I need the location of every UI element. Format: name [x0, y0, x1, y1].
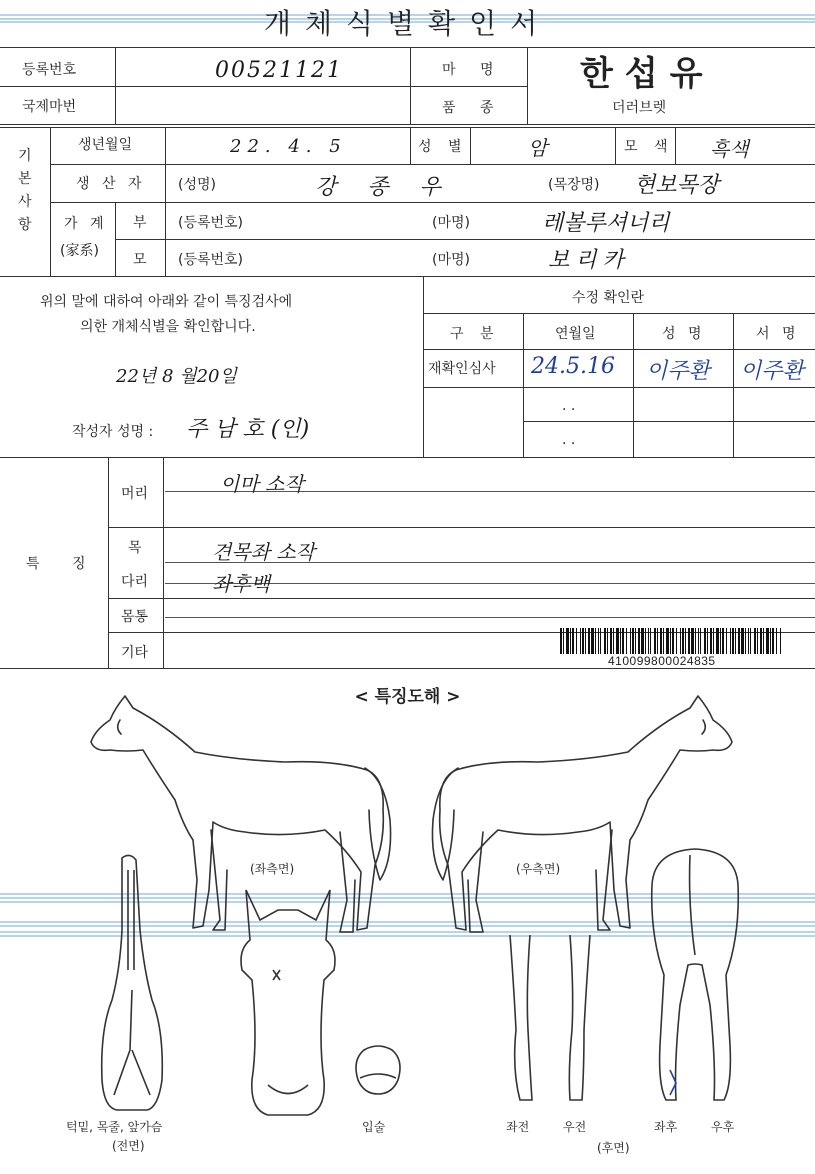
author-value: 주 남 호 (인)	[186, 417, 310, 442]
body-label: 몸통	[121, 609, 149, 625]
author-label: 작성자 성명 :	[72, 424, 154, 440]
front-label: (전면)	[112, 1139, 145, 1153]
rear-label: (후면)	[597, 1141, 630, 1155]
revision-header-sign: 서 명	[756, 326, 800, 342]
front-neck-drawing	[92, 850, 172, 1115]
intl-no-label: 국제마번	[22, 99, 77, 115]
revision-title: 수정 확인란	[572, 290, 645, 306]
revision-row-sign: 이주환	[740, 359, 804, 384]
lineage-hanja: (家系)	[60, 243, 99, 259]
revision-row-date-3: . .	[562, 432, 576, 448]
sex-value: 암	[528, 136, 548, 160]
reg-no-value: 00521121	[215, 58, 343, 83]
lips-caption: 입술	[362, 1120, 386, 1134]
front-caption: 턱밑, 목줄, 앞가슴	[66, 1120, 163, 1134]
lips-drawing	[348, 1040, 408, 1100]
dam-label: 모	[133, 252, 147, 268]
horse-name-label: 마 명	[442, 62, 504, 78]
left-hind-caption: 좌후	[654, 1120, 678, 1134]
producer-name-paren: (성명)	[178, 177, 216, 193]
horse-name-value: 한섭유	[580, 54, 715, 94]
neck-label: 목	[128, 540, 142, 556]
left-front-caption: 좌전	[506, 1120, 530, 1134]
statement-line-2: 의한 개체식별을 확인합니다.	[80, 319, 256, 335]
page-title: 개체식별확인서	[263, 7, 552, 40]
right-hind-caption: 우후	[711, 1120, 735, 1134]
revision-row-type: 재확인심사	[428, 361, 496, 377]
sire-reg-paren: (등록번호)	[178, 215, 244, 231]
diagram-title: < 특징도해 >	[354, 687, 461, 707]
farm-value: 현보목장	[634, 173, 720, 198]
dam-value: 보리카	[548, 248, 630, 273]
lineage-label: 가 계	[64, 216, 108, 232]
sire-name-paren: (마명)	[432, 215, 470, 231]
barcode	[560, 628, 785, 654]
features-section-label: 특 징	[26, 556, 100, 572]
color-value: 흑색	[710, 137, 749, 161]
right-front-caption: 우전	[563, 1120, 587, 1134]
right-side-caption: (우측면)	[516, 862, 561, 876]
legs-label: 다리	[121, 574, 149, 590]
breed-label: 품 종	[442, 100, 504, 116]
revision-header-name: 성 명	[662, 326, 706, 342]
farm-paren: (목장명)	[548, 177, 600, 193]
revision-header-date: 연월일	[555, 326, 596, 342]
sire-label: 부	[133, 215, 147, 231]
color-label: 모 색	[624, 139, 674, 155]
barcode-number: 410099800024835	[608, 654, 716, 668]
issue-date: 22년 8 월20일	[116, 366, 237, 387]
sire-value: 레볼루셔너리	[542, 211, 670, 236]
statement-line-1: 위의 말에 대하여 아래와 같이 특징검사에	[40, 294, 293, 310]
neck-value: 견목좌 소작	[212, 540, 315, 564]
head-label: 머리	[121, 486, 149, 502]
birth-value: 22. 4. 5	[230, 136, 347, 157]
revision-row-name: 이주환	[646, 359, 710, 384]
head-value: 이마 소작	[220, 472, 304, 496]
rear-view-drawing	[640, 845, 750, 1110]
birth-label: 생년월일	[78, 137, 133, 153]
front-legs-drawing	[500, 930, 600, 1110]
producer-value: 강 종 우	[315, 175, 453, 200]
sex-label: 성 별	[418, 139, 468, 155]
breed-value: 더러브렛	[612, 100, 667, 116]
dam-name-paren: (마명)	[432, 252, 470, 268]
basic-section-label: 기 본 사 항	[18, 148, 32, 233]
reg-no-label: 등록번호	[22, 62, 77, 78]
dam-reg-paren: (등록번호)	[178, 252, 244, 268]
head-front-drawing	[228, 880, 348, 1120]
other-label: 기타	[121, 645, 149, 661]
left-side-caption: (좌측면)	[250, 862, 295, 876]
legs-value: 좌후백	[212, 572, 270, 596]
producer-label: 생 산 자	[76, 176, 146, 192]
revision-header-type: 구 분	[450, 326, 500, 342]
revision-row-date: 24.5.16	[531, 354, 615, 379]
revision-row-date-2: . .	[562, 398, 576, 414]
